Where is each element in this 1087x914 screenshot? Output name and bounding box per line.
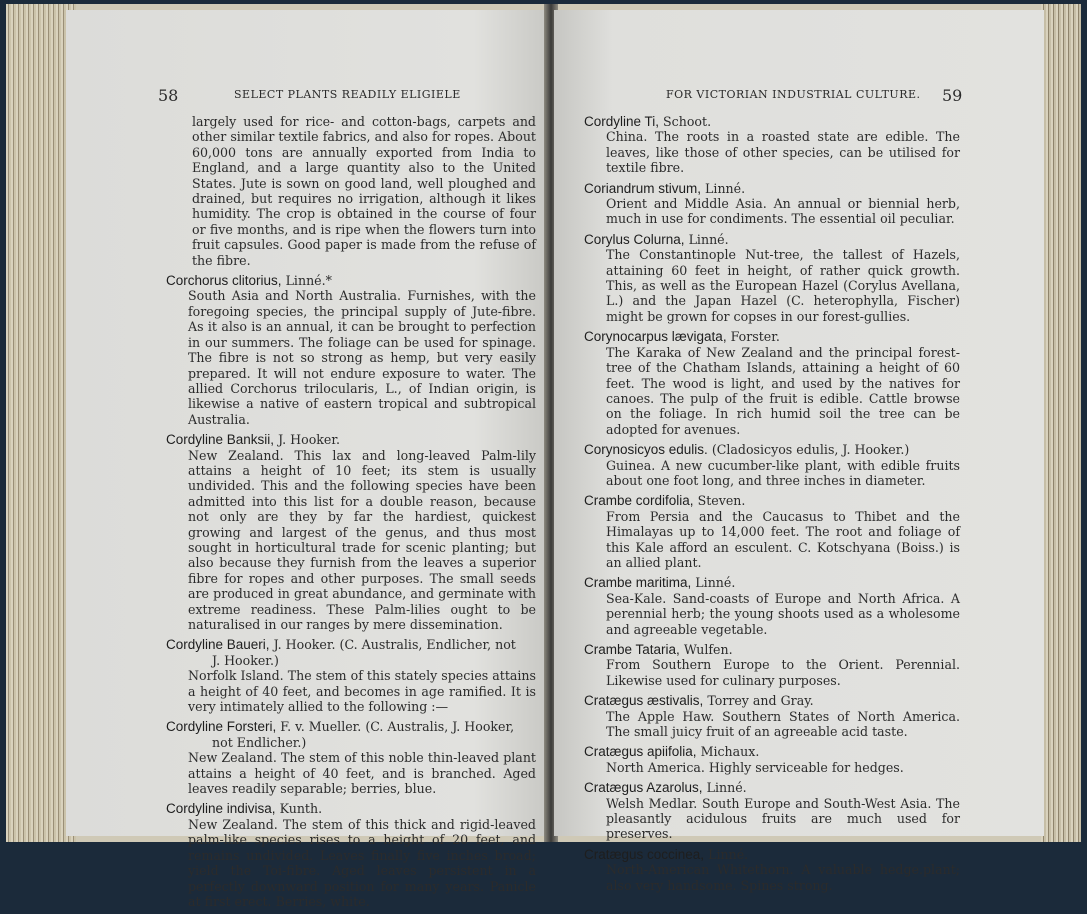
- page-number: 59: [942, 86, 963, 105]
- authority-continuation: not Endlicher.): [212, 734, 307, 750]
- species-name: Cordyline indivisa,: [166, 801, 276, 817]
- species-entry: [584, 642, 960, 688]
- species-authority: Forster.: [730, 329, 780, 345]
- species-description: Norfolk Island. The stem of this stately species attains a height of 40 feet, and becomes in age ramified. It is very intimately allied to the following :—: [188, 668, 536, 715]
- species-entry: [584, 744, 960, 775]
- species-authority: Schoot.: [663, 114, 712, 129]
- species-description: New Zealand. The stem of this thick and rigid-leaved palm-like species rises to a height of 20 feet, and remains undivided. Leaves finally five inches broad; yield the Toi-fibre. Aged leaves persistent in a perfectly downward position for many years. Panicle at first erect. Berries, white.: [188, 816, 536, 909]
- species-name: Cratægus apiifolia,: [584, 744, 697, 760]
- intro-paragraph: largely used for rice- and cotton-bags, carpets and other similar textile fabrics, and also for ropes. About 60,000 tons are annually exported from India to England, and a large quantity also to the United States. Jute is sown on good land, well ploughed and drained, but requires no irrigation, although it likes humidity. The crop is obtained in the course of four or five months, and is ripe when the flowers turn into fruit capsules. Good paper is made from the refuse of the fibre.: [192, 114, 536, 268]
- species-authority: Linné.: [708, 846, 749, 862]
- species-entry: [584, 232, 960, 324]
- species-entry: [166, 719, 536, 796]
- species-description: From Persia and the Caucasus to Thibet and the Himalayas up to 14,000 feet. The root and foliage of this Kale afford an esculent. C. Kotschyana (Boiss.) is an allied plant.: [606, 508, 960, 570]
- right-page: [554, 10, 1044, 893]
- species-description: From Southern Europe to the Orient. Perennial. Likewise used for culinary purposes.: [606, 657, 960, 688]
- species-authority: J. Hooker. (C. Australis, Endlicher, not: [273, 637, 516, 653]
- species-name: Corylus Colurna,: [584, 231, 685, 247]
- species-entry: [584, 329, 960, 437]
- species-entry: [166, 801, 536, 909]
- species-authority: (Cladosicyos edulis, J. Hooker.): [711, 442, 910, 458]
- species-description: Welsh Medlar. South Europe and South-West Asia. The pleasantly acidulous fruits are much used for preserves.: [606, 795, 960, 842]
- running-header: SELECT PLANTS READILY ELIGIELE: [234, 88, 461, 101]
- species-name: Cordyline Baueri,: [166, 637, 270, 653]
- species-name: Cratægus æstivalis,: [584, 693, 704, 709]
- species-description: The Constantinople Nut-tree, the tallest of Hazels, attaining 60 feet in height, of rather quick growth. This, as well as the European Hazel (Corylus Avellana, L.) and the Japan Hazel (C. heterophylla, Fischer) might be grown for copses in our forest-gullies.: [606, 247, 960, 324]
- species-authority: Steven.: [697, 493, 746, 509]
- species-description: New Zealand. This lax and long-leaved Palm-lily attains a height of 10 feet; its stem is usually undivided. This and the following species have been admitted into this list for a double reason, because not only are they by far the hardiest, quickest growing and largest of the genus, and thus most sought in horticultural trade for scenic planting; but also because they furnish from the leaves a superior fibre for ropes and other purposes. The small seeds are produced in great abundance, and germinate with extreme readiness. These Palm-lilies ought to be naturalised in our ranges by mere dissemination.: [188, 447, 536, 632]
- species-description: The Apple Haw. Southern States of North America. The small juicy fruit of an agreeable acid taste.: [606, 708, 960, 740]
- species-authority: Linné.: [706, 780, 747, 796]
- species-name: Crambe maritima,: [584, 575, 692, 591]
- species-description: North-American Whitethorn. A valuable hedge.plant; also very handsome. Spines strong.: [606, 862, 960, 893]
- species-description: Orient and Middle Asia. An annual or biennial herb, much in use for condiments. The essential oil peculiar.: [606, 196, 960, 227]
- species-description: South Asia and North Australia. Furnishes, with the foregoing species, the principal supply of Jute-fibre. As it also is an annual, it can be brought to perfection in our summers. The foliage can be used for spinage. The fibre is not so strong as hemp, but very easily prepared. It will not endure exposure to water. The allied Corchorus trilocularis, L., of Indian origin, is likewise a native of eastern tropical and subtropical Australia.: [188, 288, 536, 427]
- species-authority: Michaux.: [700, 744, 760, 760]
- species-entry: [166, 637, 536, 714]
- open-book: [6, 4, 1081, 909]
- species-name: Crambe Tataria,: [584, 642, 680, 657]
- species-name: Cordyline Banksii,: [166, 432, 275, 448]
- species-name: Corynocarpus lævigata,: [584, 329, 727, 345]
- species-authority: Linné.*: [285, 273, 332, 289]
- species-entry: [166, 273, 536, 427]
- species-entry: [584, 780, 960, 842]
- species-name: Cratægus coccinea,: [584, 846, 705, 862]
- right-text-column: [584, 114, 960, 898]
- running-header: FOR VICTORIAN INDUSTRIAL CULTURE.: [666, 88, 921, 101]
- species-authority: Linné.: [705, 180, 746, 196]
- species-description: New Zealand. The stem of this noble thin-leaved plant attains a height of 40 feet, and is branched. Aged leaves readily separable; berries, blue.: [188, 750, 536, 797]
- species-description: Guinea. A new cucumber-like plant, with edible fruits about one foot long, and three inches in diameter.: [606, 457, 960, 488]
- species-authority: Wulfen.: [683, 642, 733, 657]
- species-name: Corynosicyos edulis.: [584, 442, 708, 458]
- left-page: [66, 10, 546, 909]
- species-authority: Linné.: [695, 575, 736, 591]
- species-authority: Linné.: [688, 231, 729, 247]
- species-entry: [584, 847, 960, 893]
- species-entry: [584, 575, 960, 637]
- species-name: Crambe cordifolia,: [584, 493, 694, 509]
- species-name: Corchorus clitorius,: [166, 273, 282, 289]
- species-description: The Karaka of New Zealand and the principal forest-tree of the Chatham Islands, attaining a height of 60 feet. The wood is light, and used by the natives for canoes. The pulp of the fruit is edible. Cattle browse on the foliage. In rich humid soil the tree can be adopted for avenues.: [606, 344, 960, 437]
- species-entry: [584, 181, 960, 227]
- species-entry: [166, 432, 536, 632]
- species-description: China. The roots in a roasted state are edible. The leaves, like those of other species, can be utilised for textile fibre.: [606, 129, 960, 176]
- left-text-column: [166, 114, 536, 914]
- species-authority: Kunth.: [279, 801, 323, 817]
- species-name: Coriandrum stivum,: [584, 180, 702, 196]
- species-entry: [584, 493, 960, 570]
- species-entry: [584, 114, 960, 176]
- species-name: Cratægus Azarolus,: [584, 780, 703, 796]
- species-authority: J. Hooker.: [278, 432, 341, 448]
- species-name: Cordyline Ti,: [584, 114, 660, 129]
- species-description: North America. Highly serviceable for hedges.: [606, 759, 904, 775]
- species-authority: F. v. Mueller. (C. Australis, J. Hooker,: [280, 719, 515, 735]
- species-name: Cordyline Forsteri,: [166, 719, 277, 735]
- species-description: Sea-Kale. Sand-coasts of Europe and North Africa. A perennial herb; the young shoots used as a wholesome and agreeable vegetable.: [606, 590, 960, 637]
- authority-continuation: J. Hooker.): [212, 652, 279, 668]
- species-entry: [584, 442, 960, 488]
- page-edges-right: [1041, 4, 1081, 842]
- species-entry: [584, 693, 960, 739]
- species-authority: Torrey and Gray.: [707, 693, 814, 709]
- page-number: 58: [158, 86, 179, 105]
